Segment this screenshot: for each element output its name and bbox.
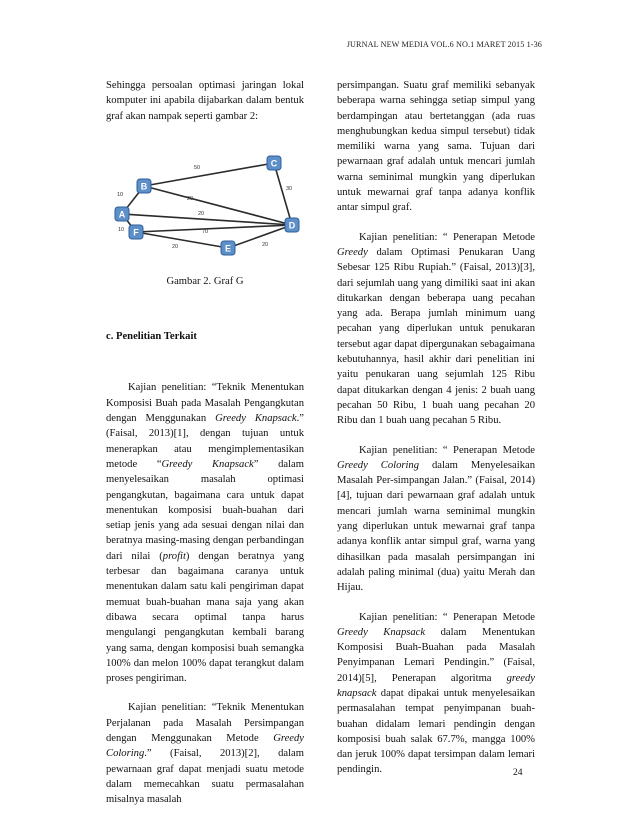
weight-f-d: 70	[202, 228, 209, 235]
svg-text:A: A	[118, 209, 126, 220]
node-c	[267, 156, 281, 170]
node-e	[221, 241, 235, 255]
node-a	[115, 207, 129, 221]
svg-text:C: C	[270, 158, 278, 169]
related-work-paragraph-5: Kajian penelitian: “ Penerapan Metode Greedy Knapsack dalam Menentukan Komposisi Buah-Buahan pada Masalah Penyimpanan Lemari Pendingin.” (Faisal, 2014)[5], Penerapan algoritma greedy knapsack dapat dipakai untuk menyelesaikan permasalahan tempat penyimpanan buah-buahan didalam lemari pendingin dengan komposisi buah salak 67.7%, mangga 100% dan jeruk 100% dapat tersimpan dalam lemari pendingin.	[337, 611, 535, 776]
related-work-paragraph-1: Kajian penelitian: “Teknik Menentukan Komposisi Buah pada Masalah Pengangkutan dengan Menggunakan Greedy Knapsack.” (Faisal, 2013)[1], dengan tujuan untuk menerapkan atau mengimplementasikan metode “Greedy Knapsack” dalam menyelesaikan masalah optimasi pengangkutan, bagaimana cara untuk dapat menentukan komposisi buah-buahan dari setiap jenis yang ada sesuai dengan nilai dan beratnya masing-masing dengan perbandingan dari nilai (profit) dengan beratnya yang terbesar dan bagaimana caranya untuk menentukan dalam satu kali pengiriman dapat memuat buah-buahan mana saja yang akan dibawa secara optimal tanpa harus mengulangi pengangkutan kembali barang yang sama, dengan komposisi buah semangka 100% dan melon 100% dapat terangkut dalam proses pengiriman.	[106, 382, 304, 685]
edge-c-d	[274, 163, 292, 225]
graph-figure	[106, 138, 304, 256]
graph-g-diagram	[102, 138, 306, 256]
svg-text:F: F	[133, 227, 139, 238]
related-work-paragraph-3: Kajian penelitian: “ Penerapan Metode Greedy dalam Optimasi Penukaran Uang Sebesar 125 Ribu Rupiah.” (Faisal, 2013)[3], dari sejumlah uang yang dimiliki saat ini akan ditukarkan dengan beberapa uang pecahan yang ada. Berapa jumlah minimum uang pecahan yang diperlukan untuk penukaran tersebut agar dapat dipergunakan sebagaimana kebutuhannya, hasil akhir dari penelitian ini yaitu penukaran uang sejumlah 125 Ribu dapat ditukarkan dengan 4 jenis: 2 buah uang pecahan 50 Ribu, 1 buah uang pecahan 20 Ribu dan 1 buah uang pecahan 5 Ribu.	[337, 231, 535, 427]
weight-f-e: 20	[172, 243, 179, 250]
node-f	[129, 225, 143, 239]
weight-b-a: 10	[117, 191, 124, 198]
edge-e-d	[228, 225, 292, 248]
weight-e-d: 20	[262, 241, 269, 248]
weight-a-d: 20	[198, 210, 205, 217]
svg-text:B: B	[140, 181, 148, 192]
left-column	[106, 78, 304, 822]
related-work-paragraph-4: Kajian penelitian: “ Penerapan Metode Greedy Coloring dalam Menyelesaikan Masalah Per-simpangan Jalan.” (Faisal, 2014)[4], tujuan dari pewarnaan graf adalah untuk mencari jumlah warna seminimal mungkin yang diperlukan untuk mewarnai graf tanpa adanya konflik antar simpul graf, warna yang dihasilkan pada masalah persimpangan ini adalah paling minimal (dua) yaitu Merah dan Hijau.	[337, 444, 535, 594]
weight-b-d: 20	[187, 195, 194, 202]
svg-text:D: D	[288, 220, 296, 231]
figure-caption: Gambar 2. Graf G	[166, 275, 244, 287]
weight-b-c: 50	[194, 164, 201, 171]
edge-a-d	[122, 214, 292, 225]
section-heading: c. Penelitian Terkait	[106, 331, 197, 343]
edge-b-d	[144, 186, 292, 225]
graph-nodes	[115, 156, 299, 255]
related-work-paragraph-2: Kajian penelitian: “Teknik Menentukan Perjalanan pada Masalah Persimpangan dengan Menggunakan Metode Greedy Coloring.” (Faisal, 2013)[2], dalam pewarnaan graf dapat menjadi suatu metode dalam memecahkan suatu permasalahan misalnya masalah	[106, 702, 304, 806]
edge-f-d	[136, 225, 292, 232]
node-b	[137, 179, 151, 193]
edge-f-e	[136, 232, 228, 248]
svg-text:E: E	[224, 243, 232, 254]
journal-header: JURNAL NEW MEDIA VOL.6 NO.1 MARET 2015 1-36	[346, 40, 542, 49]
continuation-paragraph: persimpangan. Suatu graf memiliki sebanyak beberapa warna sehingga setiap simpul yang berdampingan atau bertetanggan (ada ruas menghubungkan kedua simpul tersebut) tidak memiliki warna yang sama. Tujuan dari pewarnaan graf adalah untuk mencari jumlah warna seminimal mungkin yang diperlukan untuk mewarnai graf tanpa adanya konflik antar simpul graf.	[337, 80, 535, 214]
edge-b-c	[144, 163, 274, 186]
weight-a-f: 10	[118, 226, 125, 233]
page-number: 24	[513, 768, 523, 778]
weight-c-d: 30	[286, 185, 293, 192]
node-d	[285, 218, 299, 232]
right-column	[337, 78, 535, 792]
intro-paragraph: Sehingga persoalan optimasi jaringan lokal komputer ini apabila dijabarkan dalam bentuk graf akan nampak seperti gambar 2:	[106, 80, 304, 122]
graph-edges	[122, 163, 292, 248]
